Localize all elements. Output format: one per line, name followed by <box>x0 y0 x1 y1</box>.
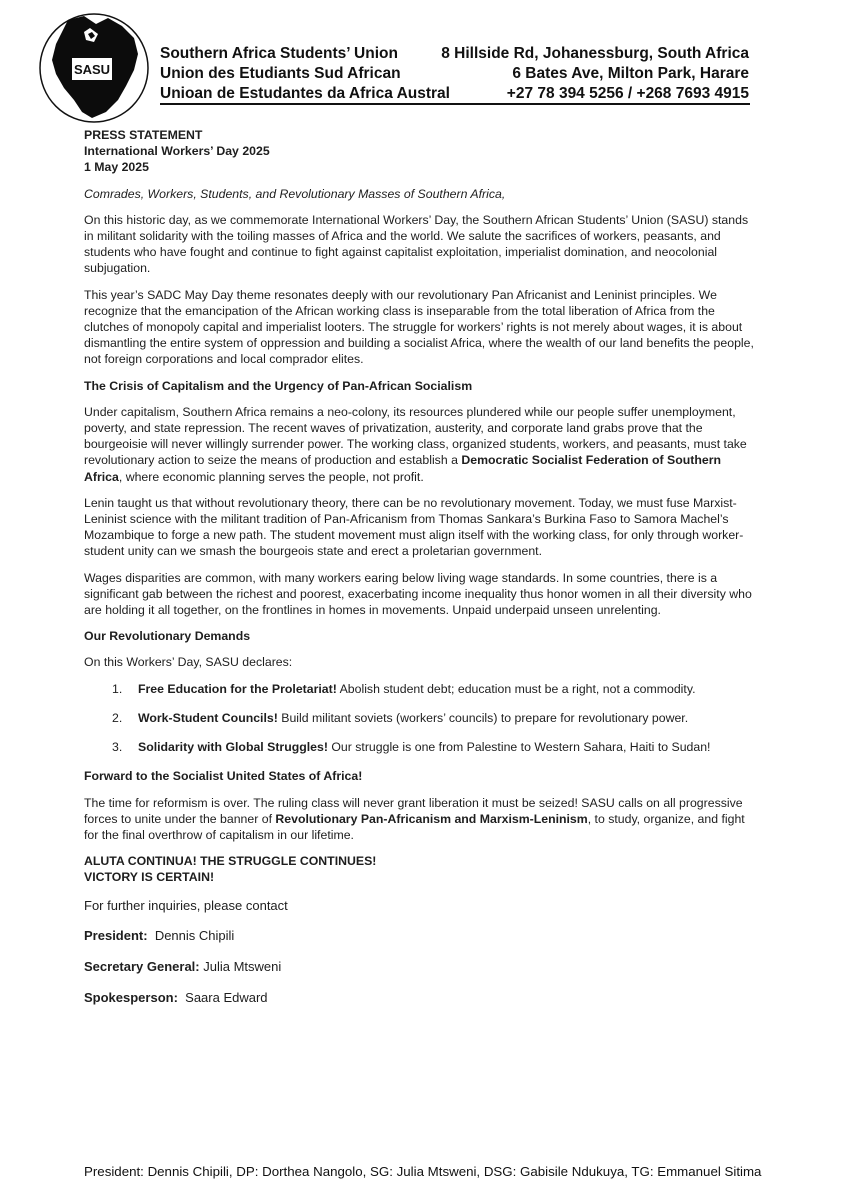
demand-text: Build militant soviets (workers’ councils) to prepare for revolutionary power. <box>277 710 689 725</box>
slogan-victory: VICTORY IS CERTAIN! <box>84 870 215 885</box>
contact-name: Dennis Chipili <box>154 927 235 943</box>
organization-address <box>441 44 749 104</box>
crisis-heading: The Crisis of Capitalism and the Urgency of Pan-African Socialism <box>84 378 473 393</box>
demand-text: Abolish student debt; education must be a right, not a commodity. <box>336 681 696 696</box>
demand-number: 1. <box>112 681 123 696</box>
ideology-emphasis: Revolutionary Pan-Africanism and Marxism-Leninism <box>275 811 588 826</box>
contact-role: President: <box>84 927 148 943</box>
demand-number: 3. <box>112 740 123 755</box>
organization-names <box>160 44 450 104</box>
sasu-logo-graphic <box>38 12 150 124</box>
contact-spokesperson <box>84 990 756 1006</box>
final-paragraph-start: The time for reformism is over. The ruling class will never grant liberation it must be seized! SASU calls on all progressive forces to unite under the banner of <box>84 795 743 826</box>
demand-text: Our struggle is one from Palestine to Western Sahara, Haiti to Sudan! <box>327 740 711 755</box>
crisis-paragraph-2: Lenin taught us that without revolutionary theory, there can be no revolutionary movement. Today, we must fuse Marxist-Leninist science with the militant tradition of Pan-Africanism from Thomas Sankara’s Burkina Faso to Samora Machel’s Mozambique to forge a new path. The student movement must align itself with the working class, for only through worker-student unity can we smash the bourgeois state and erect a proletarian government. <box>84 495 744 559</box>
demand-title: Work-Student Councils! <box>138 710 278 725</box>
demand-item <box>84 739 756 755</box>
final-paragraph <box>84 795 756 844</box>
logo-text: SASU <box>73 62 111 77</box>
greeting: Comrades, Workers, Students, and Revolutionary Masses of Southern Africa, <box>84 186 506 201</box>
slogan-aluta-continua: ALUTA CONTINUA! THE STRUGGLE CONTINUES! <box>84 854 377 869</box>
contact-role: Secretary General: <box>84 958 200 974</box>
address-harare: 6 Bates Ave, Milton Park, Harare <box>512 65 749 82</box>
demands-intro: On this Workers’ Day, SASU declares: <box>84 655 293 670</box>
header-divider <box>160 103 750 105</box>
org-name-portuguese: Unioan de Estudantes da Africa Austral <box>160 85 450 102</box>
contact-name: Julia Mtsweni <box>203 958 282 974</box>
crisis-paragraph-1-start: Under capitalism, Southern Africa remains a neo-colony, its resources plundered while our people suffer unemployment, poverty, and state repression. The recent waves of privatization, austerity, and corporate land grabs prove that the bourgeoisie will never willingly surrender power. The working class, organized students, workers, and peasants, must take revolutionary action to seize the means of production and establish a <box>84 404 747 468</box>
contact-name: Saara Edward <box>185 990 268 1006</box>
org-name-french: Union des Etudiants Sud African <box>160 65 401 82</box>
sasu-logo <box>38 12 150 124</box>
statement-body <box>84 127 756 1021</box>
statement-title: International Workers’ Day 2025 <box>84 144 270 159</box>
crisis-paragraph-1-end: , where economic planning serves the people, not profit. <box>118 469 424 484</box>
crisis-paragraph-3: Wages disparities are common, with many workers earing below living wage standards. In some countries, there is a significant gab between the richest and poorest, exacerbating income inequality thus honor women in all their diversity who are holding it all together, on the frontlines in homes in movements. Unpaid underpaid unseen unrelenting. <box>84 570 752 618</box>
contact-president <box>84 928 756 944</box>
statement-type: PRESS STATEMENT <box>84 128 203 142</box>
federation-emphasis: Democratic Socialist Federation of Southern Africa <box>84 453 721 484</box>
demand-item <box>84 681 756 697</box>
org-name-english: Southern Africa Students’ Union <box>160 45 398 62</box>
demands-list <box>84 681 756 756</box>
contact-secretary-general <box>84 959 756 975</box>
closing-slogans <box>84 853 756 885</box>
statement-date: 1 May 2025 <box>84 160 149 175</box>
phone-numbers: +27 78 394 5256 / +268 7693 4915 <box>506 85 749 102</box>
intro-paragraph-2: This year’s SADC May Day theme resonates deeply with our revolutionary Pan Africanist and Leninist principles. We recognize that the emancipation of the African working class is inseparable from the total liberation of Africa from the clutches of monopoly capital and imperialist looters. The struggle for workers’ rights is not merely about wages, it is about dismantling the entire system of oppression and building a socialist Africa, where the wealth of our land benefits the people, not foreign corporations and local comprador elites. <box>84 287 754 367</box>
demand-title: Solidarity with Global Struggles! <box>138 740 328 755</box>
demand-item <box>84 710 756 726</box>
demands-heading: Our Revolutionary Demands <box>84 629 251 644</box>
contacts-intro: For further inquiries, please contact <box>84 897 288 913</box>
statement-meta <box>84 127 756 176</box>
address-johannesburg: 8 Hillside Rd, Johanessburg, South Africa <box>441 45 749 62</box>
intro-paragraph-1: On this historic day, as we commemorate International Workers’ Day, the Southern African Students’ Union (SASU) stands in militant solidarity with the toiling masses of Africa and the world. We salute the sacrifices of workers, peasants, and students who have fought and continue to fight against capitalist exploitation, imperialist domination, and neocolonial subjugation. <box>84 212 749 276</box>
crisis-paragraph-1 <box>84 404 756 485</box>
demand-number: 2. <box>112 710 123 725</box>
footer-officials: President: Dennis Chipili, DP: Dorthea Nangolo, SG: Julia Mtsweni, DSG: Gabisile Ndukuya, TG: Emmanuel Sitima <box>84 1164 762 1179</box>
forward-heading: Forward to the Socialist United States of Africa! <box>84 769 363 784</box>
demand-title: Free Education for the Proletariat! <box>138 681 337 696</box>
final-paragraph-end: , to study, organize, and fight for the final overthrow of capitalism in our lifetime. <box>84 811 745 842</box>
contact-role: Spokesperson: <box>84 990 178 1006</box>
